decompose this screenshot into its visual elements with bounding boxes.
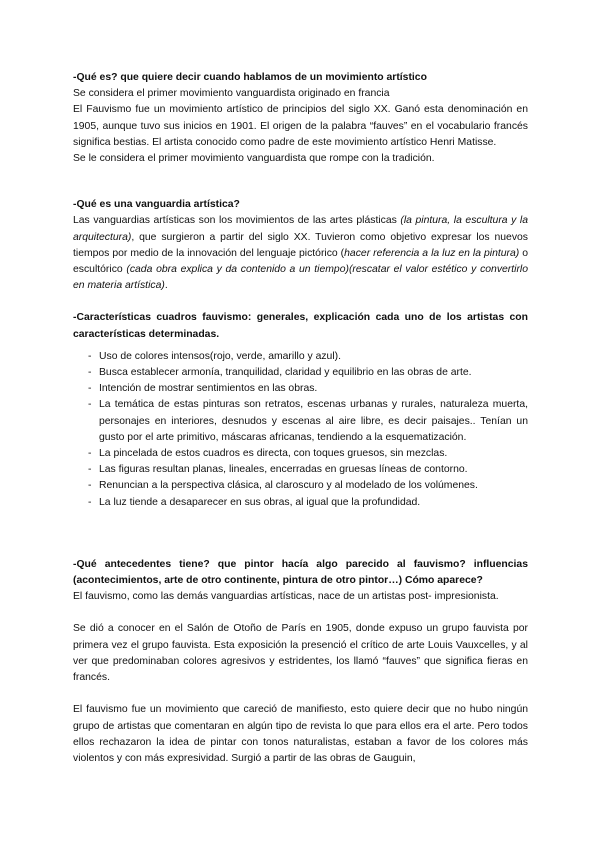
list-item (73, 495, 528, 511)
section2-paragraph (73, 213, 528, 294)
list-item (73, 462, 528, 478)
list-item (73, 365, 528, 381)
characteristics-list (73, 349, 528, 511)
list-item (73, 478, 528, 494)
list-item (73, 349, 528, 365)
section2-heading: -Qué es una vanguardia artística? (73, 199, 240, 211)
section2-italic-3: (cada obra explica y da contenido a un tiempo)(rescatar el valor estético y convertirlo en materia artística) (73, 264, 528, 292)
list-item (73, 397, 528, 446)
section1-paragraph: El Fauvismo fue un movimiento artístico de principios del siglo XX. Ganó esta denominación en 1905, aunque tuvo sus inicios en 1901. El origen de la palabra “fauves” en el vocabulario francés significa bestias. El artista conocido como padre de este movimiento artístico Henri Matisse. (73, 104, 528, 148)
section1-heading: -Qué es? que quiere decir cuando hablamos de un movimiento artístico (73, 72, 427, 83)
section1-line-1: Se considera el primer movimiento vanguardista originado en francia (73, 88, 390, 100)
list-item-text: Busca establecer armonía, tranquilidad, claridad y equilibrio en las obras de arte. (99, 367, 472, 379)
section4-paragraph-3: El fauvismo fue un movimiento que careció de manifiesto, esto quiere decir que no hubo ningún grupo de artistas que comentaran en algún tipo de revista lo que para ellos era el arte. Pero todos ellos rechazaron la idea de pintar con tonos naturalistas, estaban a favor de los colores más violentos y con más expresividad. Surgió a partir de las obras de Gauguin, (73, 704, 528, 764)
section2-text-1: Las vanguardias artísticas son los movimientos de las artes plásticas (73, 215, 401, 227)
list-dash: - (88, 496, 92, 508)
list-dash: - (88, 350, 92, 362)
list-item-text: Las figuras resultan planas, lineales, encerradas en gruesas líneas de contorno. (99, 464, 468, 476)
section2-italic-2: hacer referencia a la luz en la pintura) (344, 247, 520, 259)
list-dash: - (88, 464, 92, 476)
list-dash: - (88, 480, 92, 492)
list-item (73, 381, 528, 397)
section2-italic-1: (la pintura, la escultura y la arquitectura) (73, 215, 529, 243)
list-item-text: Renuncian a la perspectiva clásica, al claroscuro y al modelado de los volúmenes. (99, 480, 478, 492)
section2-text-4: . (164, 280, 168, 292)
section3-heading: -Características cuadros fauvismo: generales, explicación cada uno de los artistas con características determinadas. (73, 312, 528, 340)
list-item-text: La temática de estas pinturas son retratos, escenas urbanas y rurales, naturaleza muerta, personajes en interiores, desnudos y escenas al aire libre, es decir paisajes.. Tenían un gusto por el arte primitivo, máscaras africanas, tendiendo a la esquematización. (99, 399, 528, 443)
list-dash: - (88, 383, 92, 395)
list-item-text: La pincelada de estos cuadros es directa, con toques gruesos, sin mezclas. (99, 448, 448, 460)
section4-paragraph-1: El fauvismo, como las demás vanguardias artísticas, nace de un artistas post- impresionista. (73, 591, 499, 603)
section1-line-3: Se le considera el primer movimiento vanguardista que rompe con la tradición. (73, 153, 435, 165)
section2-text-3: o escultórico (73, 247, 528, 276)
list-dash: - (88, 448, 92, 460)
document-page (73, 70, 528, 767)
section2-text-2: , que surgieron a partir del siglo XX. Tuvieron como objetivo expresar los nuevos tiempos por medio de la innovación del lenguaje pictórico ( (73, 231, 528, 259)
list-item-text: La luz tiende a desaparecer en sus obras, al igual que la profundidad. (99, 496, 421, 508)
section4-heading: -Qué antecedentes tiene? que pintor hacía algo parecido al fauvismo? influencias (acontecimientos, arte de otro continente, pintura de otro pintor…) Cómo aparece? (73, 558, 528, 587)
list-dash: - (88, 399, 92, 411)
list-item-text: Uso de colores intensos(rojo, verde, amarillo y azul). (99, 350, 341, 362)
section4-paragraph-2: Se dió a conocer en el Salón de Otoño de París en 1905, donde expuso un grupo fauvista por primera vez el grupo fauvista. Esta exposición la presenció el crítico de arte Louis Vauxcelles, y al ver que predominaban colores agresivos y estridentes, los llamó “fauves” que significa fieras en francés. (73, 623, 528, 684)
list-item-text: Intención de mostrar sentimientos en las obras. (99, 383, 318, 395)
list-dash: - (88, 367, 92, 379)
list-item (73, 446, 528, 462)
